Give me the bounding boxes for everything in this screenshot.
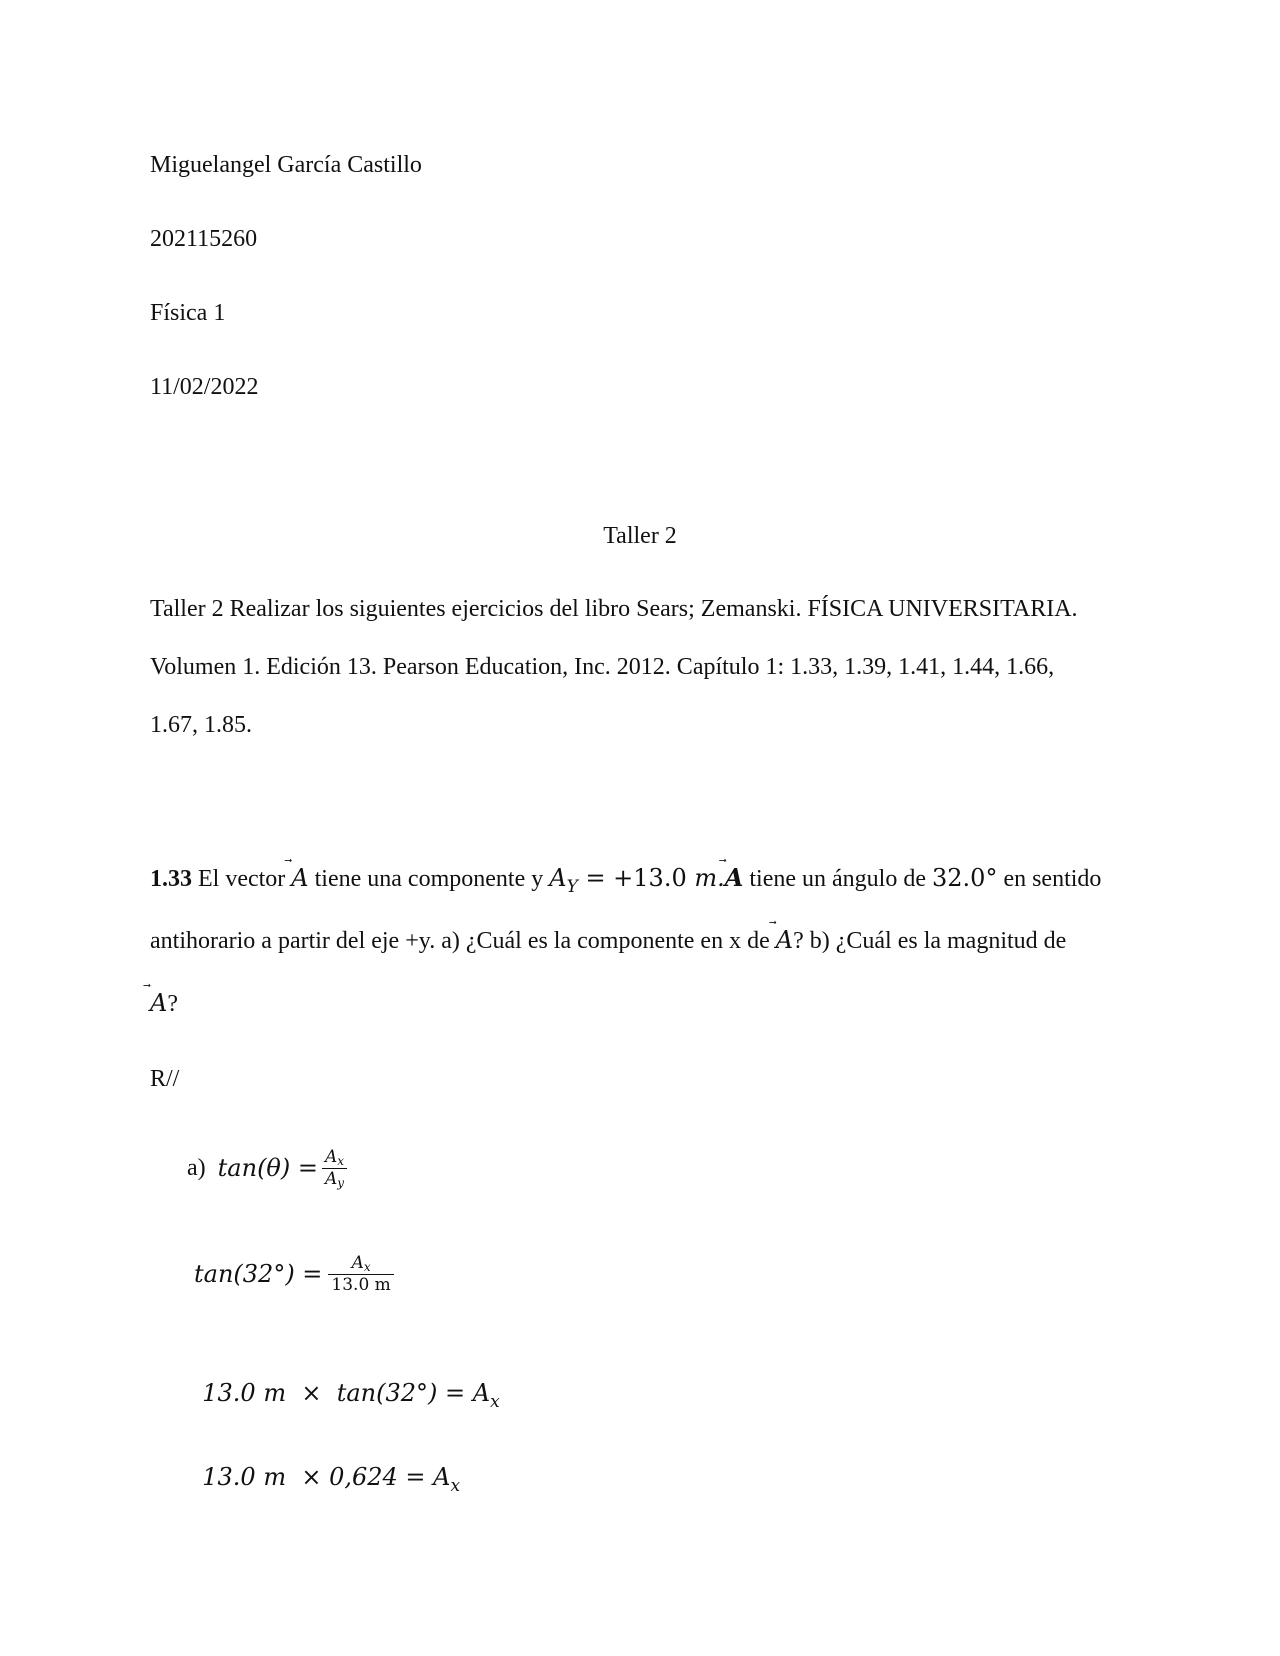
equation-expression: 13.0 m × tan(32°) = A bbox=[202, 1379, 491, 1407]
intro-line-1: Taller 2 Realizar los siguientes ejercicios del libro Sears; Zemanski. FÍSICA UNIVERSITARIA. bbox=[150, 596, 1078, 622]
equation-subscript: x bbox=[490, 1392, 500, 1412]
problem-text: antihorario a partir del eje +y. a) ¿Cuál es la componente en x de bbox=[150, 928, 776, 954]
equation-lhs: tan(32°) = bbox=[194, 1260, 323, 1288]
document-date: 11/02/2022 bbox=[150, 374, 259, 400]
course-name: Física 1 bbox=[150, 300, 226, 326]
intro-line-3: 1.67, 1.85. bbox=[150, 712, 252, 738]
problem-line-3 bbox=[150, 988, 178, 1019]
vector-a-symbol: A bbox=[150, 989, 168, 1017]
component-value: = +13.0 bbox=[577, 864, 695, 892]
answer-label: R// bbox=[150, 1066, 180, 1092]
fraction: $\frac{Ax}{13.0 m}$ bbox=[328, 1253, 393, 1295]
problem-text: El vector bbox=[192, 866, 292, 892]
problem-line-1 bbox=[150, 863, 1101, 896]
problem-number: 1.33 bbox=[150, 866, 192, 892]
equation-step-3 bbox=[187, 1348, 500, 1411]
component-symbol: A bbox=[549, 864, 567, 892]
equation-step-1 bbox=[187, 1138, 347, 1198]
problem-text: en sentido bbox=[997, 866, 1102, 892]
vector-a-symbol: A bbox=[291, 864, 309, 892]
equation-step-2 bbox=[194, 1244, 394, 1304]
problem-text: ? b) ¿Cuál es la magnitud de bbox=[793, 928, 1067, 954]
problem-text: tiene un ángulo de bbox=[743, 866, 932, 892]
vector-a-symbol: A bbox=[775, 926, 794, 954]
step-a-label: a) bbox=[187, 1154, 206, 1181]
author-name: Miguelangel García Castillo bbox=[150, 152, 422, 178]
problem-line-2 bbox=[150, 925, 1066, 956]
problem-text: tiene una componente y bbox=[308, 866, 550, 892]
intro-line-2: Volumen 1. Edición 13. Pearson Education, Inc. 2012. Capítulo 1: 1.33, 1.39, 1.41, 1.44, 1.66, bbox=[150, 654, 1055, 680]
equation-lhs: tan(θ) = bbox=[217, 1154, 318, 1182]
fraction: $\frac{Ax}{Ay}$ bbox=[322, 1147, 347, 1190]
unit-m: m. bbox=[694, 864, 725, 892]
equation-step-4 bbox=[187, 1432, 460, 1495]
angle-value: 32.0° bbox=[932, 864, 998, 892]
component-subscript: Y bbox=[566, 877, 578, 897]
problem-text: ? bbox=[167, 991, 178, 1017]
student-id: 202115260 bbox=[150, 226, 258, 252]
equation-subscript: x bbox=[450, 1476, 461, 1496]
vector-a-bold-symbol: A bbox=[724, 863, 744, 892]
page-title: Taller 2 bbox=[603, 523, 677, 549]
equation-expression: 13.0 m × 0,624 = A bbox=[202, 1463, 451, 1491]
